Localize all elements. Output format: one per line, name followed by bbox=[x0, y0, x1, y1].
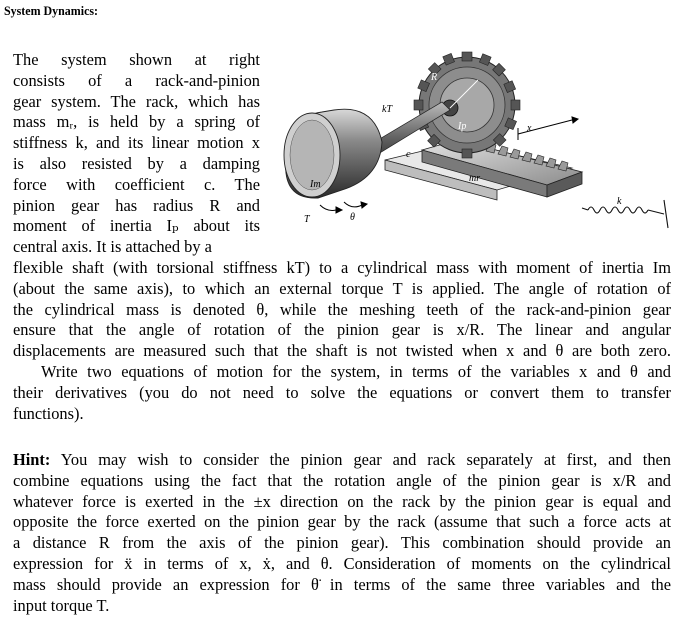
label-kT: kT bbox=[382, 104, 392, 115]
label-T: T bbox=[304, 214, 310, 225]
text-line: a distance R from the axis of the pinion gear). This combination should provide an bbox=[13, 533, 671, 553]
text-line: stiffness k, and its linear motion x bbox=[13, 133, 260, 153]
text-line: combine equations using the fact that the rotation angle of the pinion gear is x/R and bbox=[13, 470, 671, 490]
text-line: You may wish to consider the pinion gear and rack separately at first, and then bbox=[60, 450, 671, 469]
text-line: expression for ẍ in terms of x, ẋ, and θ. Consideration of moments on the cylindrical bbox=[13, 553, 671, 573]
text-line: mass mᵣ, is held by a spring of bbox=[13, 112, 260, 132]
text-line: pinion gear has radius R and bbox=[13, 195, 260, 215]
text-line: moment of inertia Iₚ about its bbox=[13, 216, 260, 236]
label-k: k bbox=[617, 196, 622, 207]
hint-label: Hint: bbox=[13, 450, 51, 469]
paragraph-1-wrapped bbox=[13, 50, 671, 258]
label-Ip: Ip bbox=[458, 121, 467, 132]
label-theta: θ bbox=[350, 212, 355, 223]
text-line: mass should provide an expression for θ̈ in terms of the same three variables and the bbox=[13, 574, 671, 594]
text-line: functions). bbox=[13, 403, 84, 423]
text-line: is also resisted by a damping bbox=[13, 153, 260, 173]
label-R: R bbox=[431, 72, 438, 83]
text-line: central axis. It is attached by a bbox=[13, 237, 212, 257]
text-line: opposite the force exerted on the pinion gear by the rack (assume that such a force acts at bbox=[13, 512, 671, 532]
text-line: the cylindrical mass is denoted θ, while the meshing teeth of the rack-and-pinion gear bbox=[13, 299, 671, 319]
text-line: input torque T. bbox=[13, 595, 110, 615]
hint-first-line bbox=[13, 450, 671, 471]
text-line: consists of a rack-and-pinion bbox=[13, 70, 260, 90]
text-line: The system shown at right bbox=[13, 50, 260, 69]
hint-section bbox=[13, 450, 671, 616]
text-line: flexible shaft (with torsional stiffness kT) to a cylindrical mass with moment of inertia Im bbox=[13, 257, 671, 277]
label-x: x bbox=[527, 123, 532, 134]
problem-statement bbox=[13, 50, 671, 424]
text-line: force with coefficient c. The bbox=[13, 174, 260, 194]
text-line: Write two equations of motion for the system, in terms of the variables x and θ and bbox=[41, 361, 671, 381]
text-line: (about the same axis), to which an external torque T is applied. The angle of rotation of bbox=[13, 278, 671, 298]
text-line: displacements are measured such that the shaft is not twisted when x and θ are both zero. bbox=[13, 341, 671, 361]
text-line: their derivatives (you do not need to solve the equations or convert them to transfer bbox=[13, 382, 671, 402]
label-mr: mr bbox=[469, 173, 481, 184]
section-header: System Dynamics: bbox=[4, 3, 99, 18]
text-line: ensure that the angle of rotation of the pinion gear is x/R. The linear and angular bbox=[13, 320, 671, 340]
text-line: gear system. The rack, which has bbox=[13, 91, 260, 111]
label-Im: Im bbox=[310, 179, 321, 190]
label-c: c bbox=[406, 149, 411, 160]
text-line: whatever force is exerted in the ±x direction on the rack by the pinion gear is equal and bbox=[13, 491, 671, 511]
